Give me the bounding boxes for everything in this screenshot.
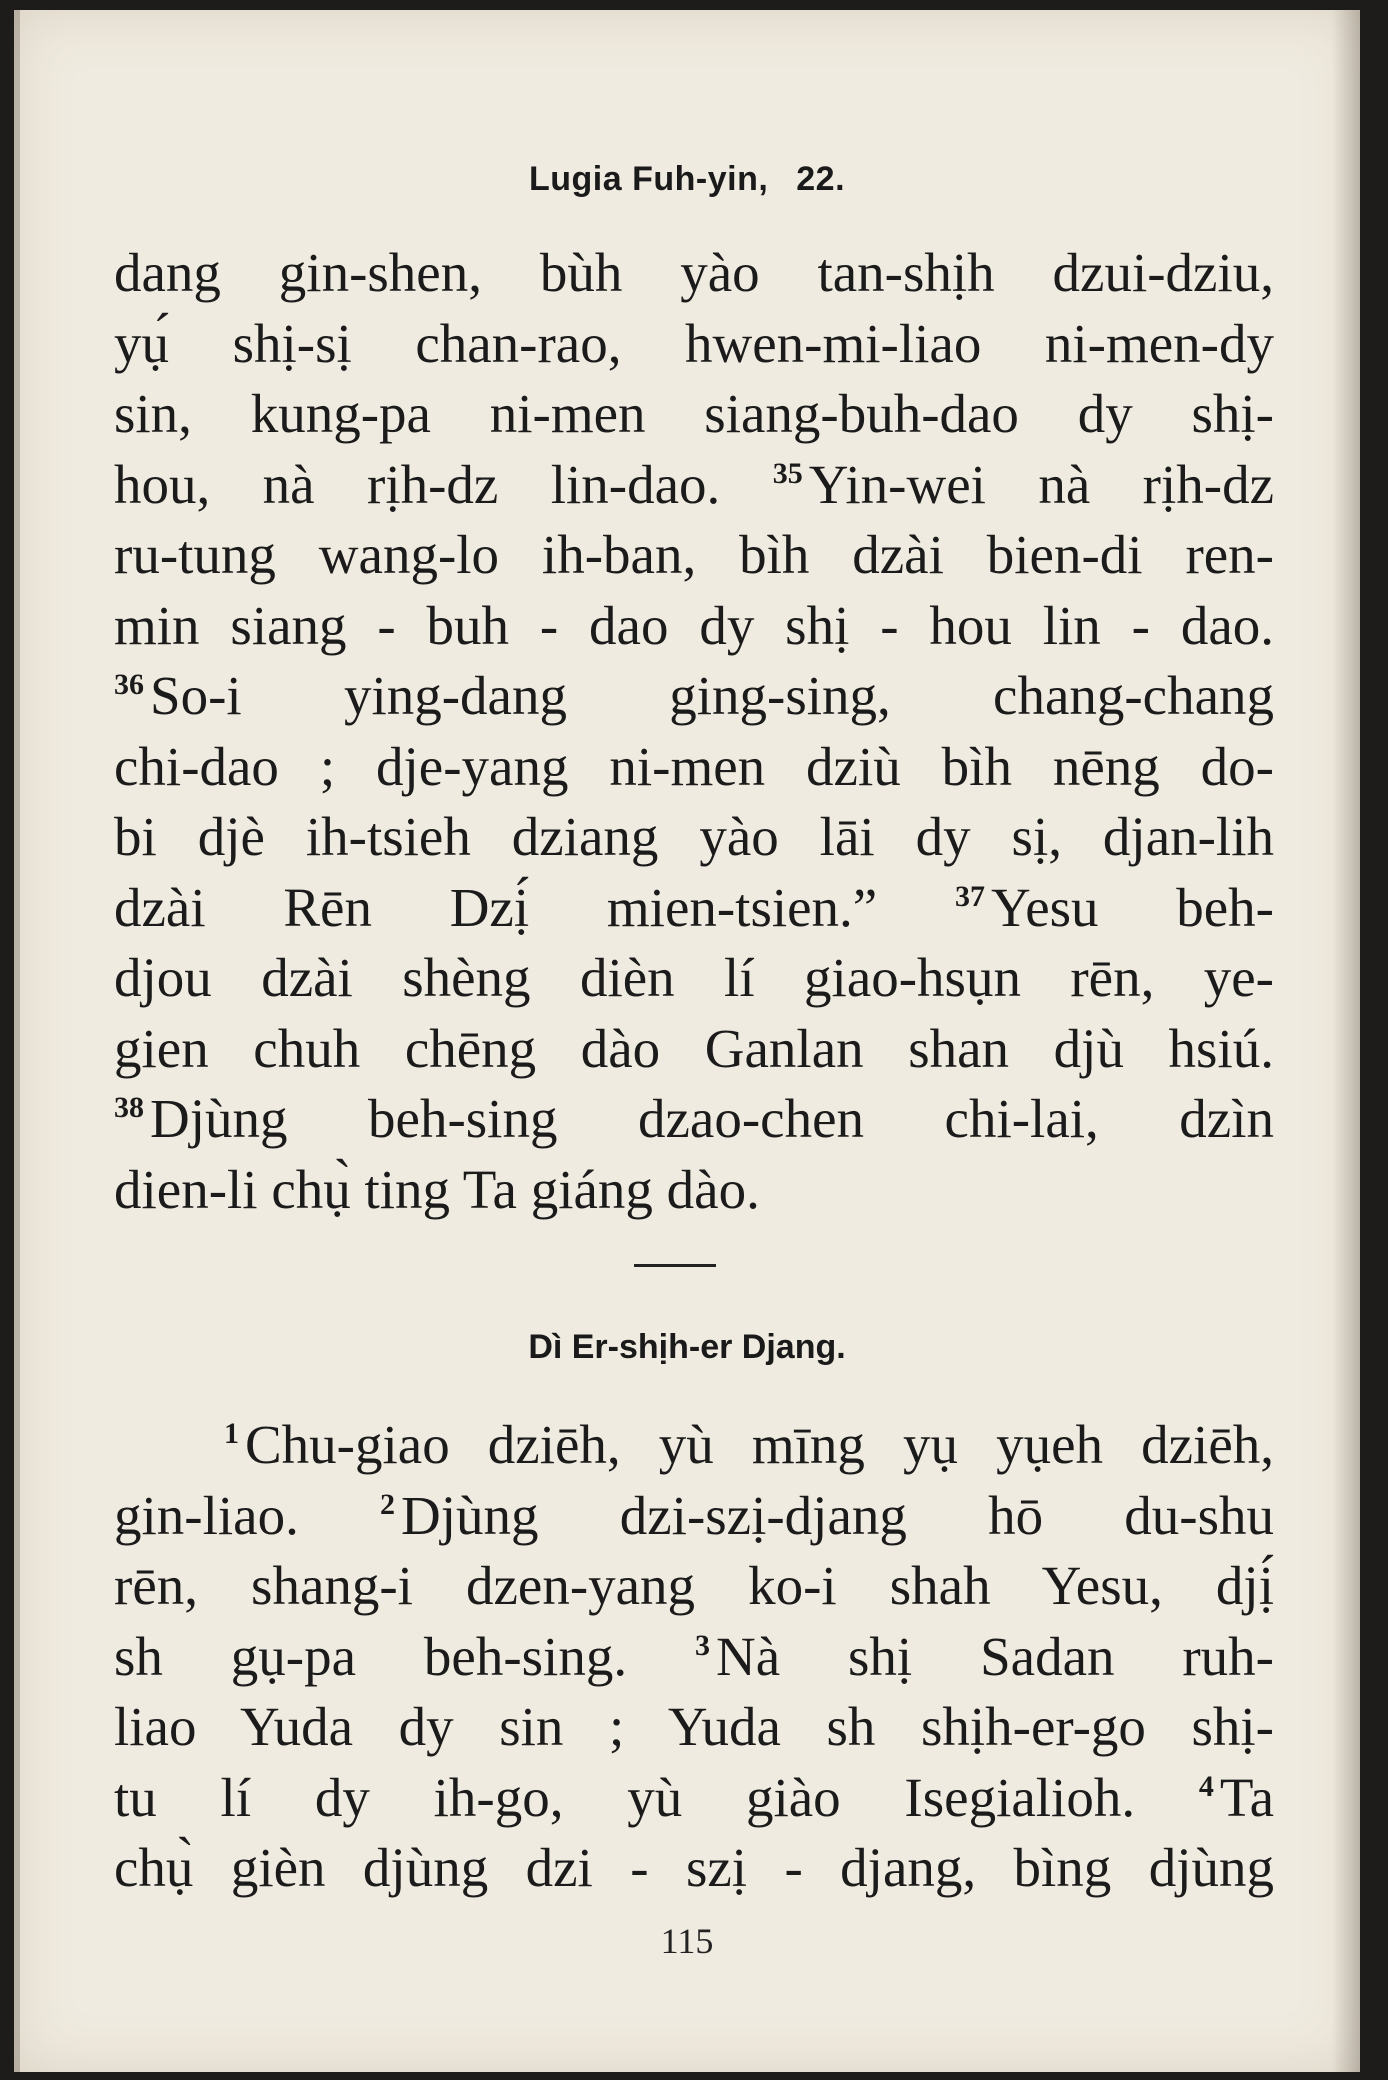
verse-number: 36 xyxy=(114,668,144,701)
text-block-chapter-22-heading xyxy=(114,1410,1274,1904)
text-line: bi djè ih-tsieh dziang yào lāi dy sị, djan-lih xyxy=(114,806,1274,867)
text-line: tu lí dy ih-go, yù giào Isegialioh. $^4$ Ta xyxy=(114,1766,1275,1828)
text-block-chapter-22 xyxy=(114,238,1274,1225)
text-line: ru-tung wang-lo ih-ban, bìh dzài bien-di ren- xyxy=(114,524,1274,585)
text-line: sh gụ-pa beh-sing. $^3$ Nà shị Sadan ruh- xyxy=(114,1625,1274,1687)
text-line: gien chuh chēng dào Ganlan shan djù hsiú. xyxy=(114,1017,1274,1079)
verse-number: 4 xyxy=(1198,1769,1214,1803)
chapter-heading: Dì Er-shịh-er Djang. xyxy=(528,1328,846,1366)
running-header xyxy=(14,160,1360,199)
page-number: 115 xyxy=(660,1921,714,1961)
text-line: $^1$ Chu-giao dziēh, yù mīng yụ yụeh dziēh, xyxy=(224,1414,1274,1475)
text-line: hou, nà rịh-dz lin-dao. $^{35}$ Yin-wei nà rịh-dz xyxy=(114,453,1274,515)
verse-number: 2 xyxy=(380,1487,396,1521)
text-line: chụ̀ gièn djùng dzi - szị - djang, bìng djùng xyxy=(114,1837,1274,1898)
text-line: min siang - buh - dao dy shị - hou lin - dao. xyxy=(114,594,1274,656)
text-line: djou dzài shèng dièn lí giao-hsụn rēn, ye- xyxy=(114,947,1274,1008)
verse-number: 38 xyxy=(114,1091,144,1124)
text-line: gin-liao. $^2$ Djùng dzi-szị-djang hō du-shu xyxy=(114,1484,1274,1546)
text-line: dang gin-shen, bùh yào tan-shịh dzui-dziu, xyxy=(114,242,1274,303)
text-line: $^{38}$ Djùng beh-sing dzao-chen chi-lai, dzìn xyxy=(114,1088,1274,1149)
text-line: rēn, shang-i dzen-yang ko-i shah Yesu, djị́ xyxy=(114,1555,1274,1616)
chapter-number: 22. xyxy=(796,160,846,198)
text-line: sin, kung-pa ni-men siang-buh-dao dy shị- xyxy=(114,383,1274,444)
section-divider xyxy=(634,1264,716,1267)
page-edge-shadow xyxy=(1332,10,1360,2072)
verse-number: 37 xyxy=(954,879,985,913)
gutter-shadow xyxy=(14,10,20,2072)
text-line: liao Yuda dy sin ; Yuda sh shịh-er-go shị- xyxy=(114,1696,1274,1757)
verse-number: 1 xyxy=(224,1417,239,1450)
text-line: dien-li chụ̀ ting Ta giáng dào. xyxy=(114,1158,760,1220)
text-line: chi-dao ; dje-yang ni-men dziù bìh nēng do- xyxy=(114,735,1274,797)
book-title: Lugia Fuh-yin, xyxy=(528,160,769,198)
book-page xyxy=(14,10,1360,2072)
verse-number: 35 xyxy=(772,456,803,490)
text-line: dzài Rēn Dzị́ mien-tsien.” $^{37}$ Yesu beh- xyxy=(114,876,1274,938)
text-line: $^{36}$ So-i ying-dang ging-sing, chang-chang xyxy=(114,665,1274,726)
verse-number: 3 xyxy=(694,1628,710,1662)
text-line: yụ́ shị-sị chan-rao, hwen-mi-liao ni-men-dy xyxy=(114,312,1274,374)
